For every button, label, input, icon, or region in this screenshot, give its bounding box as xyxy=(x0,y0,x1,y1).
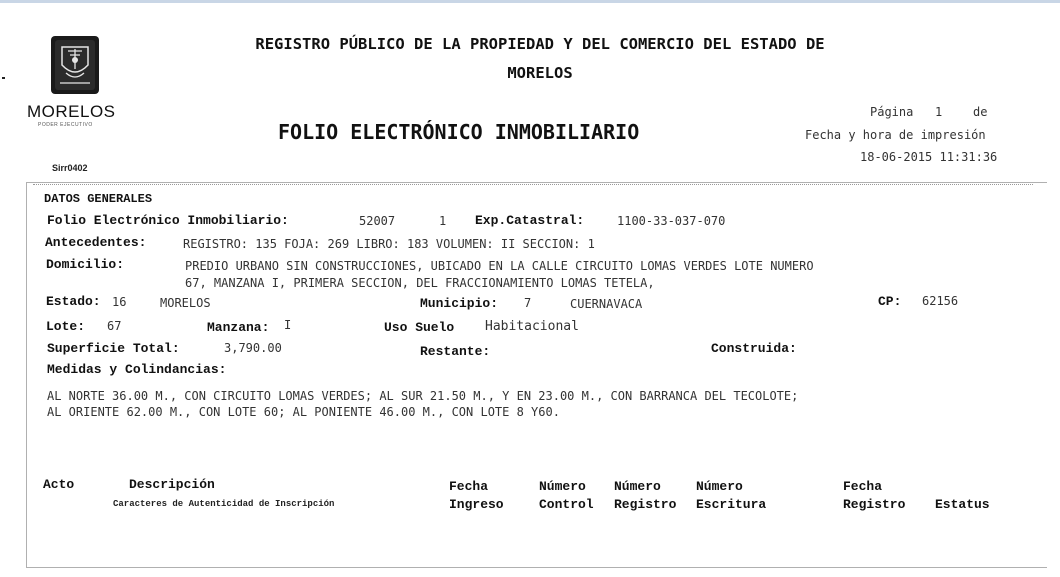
uso-suelo-label: Uso Suelo xyxy=(384,320,455,335)
page-number: 1 xyxy=(935,105,943,119)
page-of-label: de xyxy=(973,105,988,119)
manzana-value: I xyxy=(284,318,292,332)
col-numero-control-2: Control xyxy=(539,497,594,512)
municipio-label: Municipio: xyxy=(420,296,499,311)
municipio-code: 7 xyxy=(524,296,532,310)
folio-value: 52007 xyxy=(359,214,396,228)
cp-label: CP: xyxy=(878,294,902,309)
section-title: DATOS GENERALES xyxy=(44,192,153,206)
lote-label: Lote: xyxy=(46,319,86,334)
col-numero-control-1: Número xyxy=(539,479,586,494)
municipio-value: CUERNAVACA xyxy=(570,297,643,311)
lote-value: 67 xyxy=(107,319,122,333)
col-numero-escritura-1: Número xyxy=(696,479,743,494)
uso-suelo-value: Habitacional xyxy=(485,319,579,334)
col-fecha-ingreso-2: Ingreso xyxy=(449,497,504,512)
col-estatus: Estatus xyxy=(935,497,990,512)
catastral-label: Exp.Catastral: xyxy=(475,213,585,228)
domicilio-line2: 67, MANZANA I, PRIMERA SECCION, DEL FRACCIONAMIENTO LOMAS TETELA, xyxy=(185,276,655,290)
col-fecha-registro-2: Registro xyxy=(843,497,906,512)
estado-label: Estado: xyxy=(46,294,101,309)
print-datetime-label: Fecha y hora de impresión xyxy=(805,128,986,142)
col-numero-registro-1: Número xyxy=(614,479,661,494)
col-acto: Acto xyxy=(43,477,75,492)
document-code: Sirr0402 xyxy=(52,163,88,173)
registry-title-line1: REGISTRO PÚBLICO DE LA PROPIEDAD Y DEL COMERCIO DEL ESTADO DE xyxy=(255,35,825,53)
col-caracteres: Caracteres de Autenticidad de Inscripción xyxy=(113,499,335,509)
domicilio-label: Domicilio: xyxy=(46,257,125,272)
folio-number: 1 xyxy=(439,214,447,228)
print-datetime: 18-06-2015 11:31:36 xyxy=(860,150,998,164)
antecedentes-label: Antecedentes: xyxy=(45,235,147,250)
superficie-label: Superficie Total: xyxy=(47,341,180,356)
page-label: Página xyxy=(870,105,914,119)
registry-title-line2: MORELOS xyxy=(507,64,573,82)
medidas-line2: AL ORIENTE 62.00 M., CON LOTE 60; AL PONIENTE 46.00 M., CON LOTE 8 Y60. xyxy=(47,405,560,419)
folio-label: Folio Electrónico Inmobiliario: xyxy=(47,213,289,228)
margin-mark xyxy=(2,77,5,79)
col-descripcion: Descripción xyxy=(129,477,215,492)
col-fecha-registro-1: Fecha xyxy=(843,479,883,494)
construida-label: Construida: xyxy=(711,341,797,356)
superficie-value: 3,790.00 xyxy=(224,341,282,355)
brand-subtitle: PODER EJECUTIVO xyxy=(38,122,93,128)
frame-dotted-line xyxy=(33,184,1033,185)
col-numero-escritura-2: Escritura xyxy=(696,497,767,512)
morelos-shield-logo xyxy=(50,35,100,99)
col-numero-registro-2: Registro xyxy=(614,497,677,512)
estado-code: 16 xyxy=(112,295,127,309)
brand-name: MORELOS xyxy=(27,102,116,121)
medidas-label: Medidas y Colindancias: xyxy=(47,362,227,377)
restante-label: Restante: xyxy=(420,344,491,359)
manzana-label: Manzana: xyxy=(207,320,270,335)
folio-title: FOLIO ELECTRÓNICO INMOBILIARIO xyxy=(278,120,640,144)
catastral-value: 1100-33-037-070 xyxy=(617,214,726,228)
medidas-line1: AL NORTE 36.00 M., CON CIRCUITO LOMAS VERDES; AL SUR 21.50 M., Y EN 23.00 M., CON BARRANCA DEL TECOLOTE; xyxy=(47,389,799,403)
col-fecha-ingreso-1: Fecha xyxy=(449,479,489,494)
antecedentes-value: REGISTRO: 135 FOJA: 269 LIBRO: 183 VOLUMEN: II SECCION: 1 xyxy=(183,237,595,251)
cp-value: 62156 xyxy=(922,294,959,308)
domicilio-line1: PREDIO URBANO SIN CONSTRUCCIONES, UBICADO EN LA CALLE CIRCUITO LOMAS VERDES LOTE NUMERO xyxy=(185,259,814,273)
estado-value: MORELOS xyxy=(160,296,211,310)
top-border xyxy=(0,0,1060,3)
